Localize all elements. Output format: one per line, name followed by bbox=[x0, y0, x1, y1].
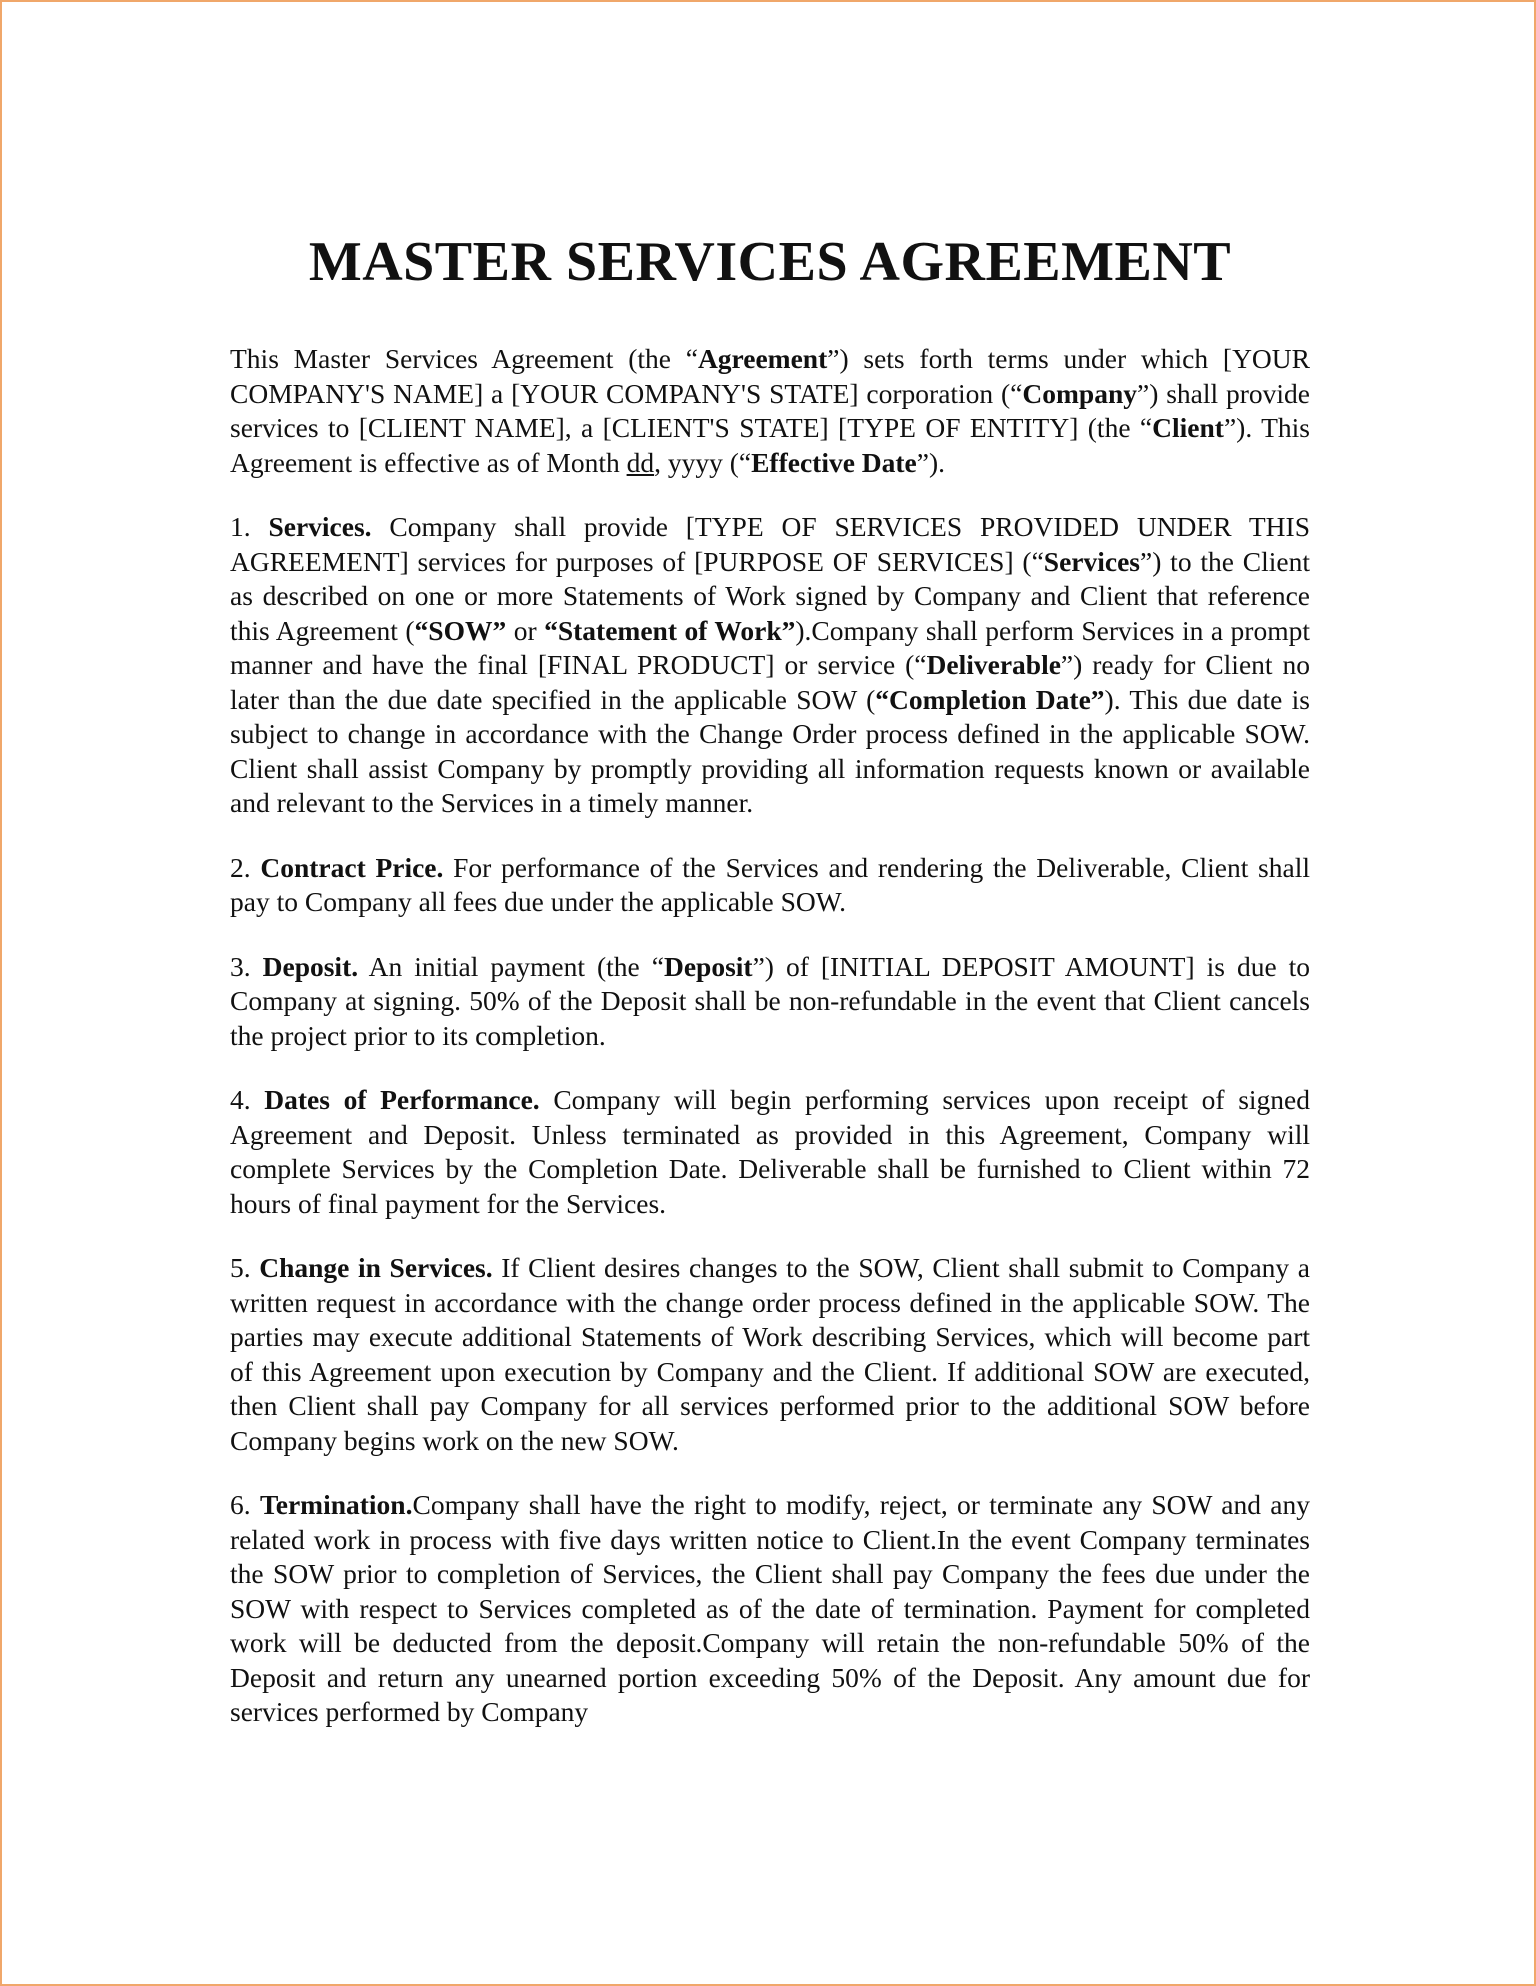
section-number: 2. bbox=[230, 851, 261, 883]
intro-text-2: ”) sets forth terms under which [YOUR COMPANY'S NAME] a [YOUR COMPANY'S STATE] corporation (“ bbox=[230, 343, 1310, 409]
section-text: An initial payment (the “ bbox=[358, 950, 664, 982]
intro-text-3: ”) shall provide services to [CLIENT NAME], a [CLIENT'S STATE] [TYPE OF ENTITY] (the “ bbox=[230, 377, 1310, 443]
section-dates-of-performance bbox=[230, 1083, 1310, 1221]
section-text: Company shall have the right to modify, reject, or terminate any SOW and any related work in process with five days written notice to Client.In the event Company terminates the SOW prior to completion of Services, the Client shall pay Company the fees due under the SOW with respect to Services completed as of the date of termination. Payment for completed work will be deducted from the deposit.Company will retain the non-refundable 50% of the Deposit and return any unearned portion exceeding 50% of the Deposit. Any amount due for services performed by Company bbox=[230, 1489, 1311, 1727]
term-services: Services bbox=[1043, 545, 1140, 577]
intro-text-1: This Master Services Agreement (the “ bbox=[230, 343, 698, 374]
section-number: 3. bbox=[230, 950, 263, 982]
section-contract-price bbox=[230, 851, 1310, 920]
term-statement-of-work: “Statement of Work” bbox=[544, 614, 796, 646]
term-company: Company bbox=[1022, 377, 1137, 409]
section-text: Company will begin performing services upon receipt of signed Agreement and Deposit. Unless terminated as provided in this Agreement, Company will complete Services by the Completion Date. Deliverable shall be furnished to Client within 72 hours of final payment for the Services. bbox=[230, 1084, 1311, 1219]
term-completion-date: “Completion Date” bbox=[875, 683, 1105, 715]
section-number: 1. bbox=[230, 511, 269, 542]
term-client: Client bbox=[1152, 412, 1224, 443]
intro-text-6: ”). bbox=[916, 446, 946, 478]
term-sow: “SOW” bbox=[414, 614, 507, 646]
section-heading: Services. bbox=[268, 511, 372, 542]
section-text: For performance of the Services and rendering the Deliverable, Client shall pay to Company all fees due under the applicable SOW. bbox=[230, 851, 1310, 917]
section-text: ”) ready for Client no later than the due date specified in the applicable SOW ( bbox=[230, 649, 1311, 715]
term-agreement: Agreement bbox=[697, 343, 828, 374]
section-heading: Change in Services. bbox=[259, 1252, 493, 1283]
section-change-in-services bbox=[230, 1251, 1310, 1458]
document-title: MASTER SERVICES AGREEMENT bbox=[308, 231, 1232, 293]
intro-text-4: ”). This Agreement is effective as of Month bbox=[230, 412, 1310, 478]
intro-text-5: , yyyy (“ bbox=[654, 446, 752, 478]
section-number: 6. bbox=[230, 1489, 260, 1520]
section-heading: Dates of Performance. bbox=[264, 1084, 540, 1115]
section-heading: Deposit. bbox=[262, 950, 359, 982]
section-deposit bbox=[230, 950, 1310, 1054]
section-text: If Client desires changes to the SOW, Client shall submit to Company a written request in accordance with the change order process defined in the applicable SOW. The parties may execute additional Statements of Work describing Services, which will become part of this Agreement upon execution by Company and the Client. If additional SOW are executed, then Client shall pay Company for all services performed prior to the additional SOW before Company begins work on the new SOW. bbox=[230, 1252, 1310, 1456]
section-number: 5. bbox=[230, 1252, 260, 1283]
term-deposit: Deposit bbox=[663, 950, 753, 982]
section-heading: Termination. bbox=[259, 1489, 413, 1520]
date-dd: dd bbox=[626, 446, 655, 478]
term-effective-date: Effective Date bbox=[751, 446, 917, 478]
section-text: ”) to the Client as described on one or more Statements of Work signed by Company and Client that reference this Agreement ( bbox=[230, 545, 1310, 646]
section-text: ).Company shall perform Services in a prompt manner and have the final [FINAL PRODUCT] or service (“ bbox=[230, 614, 1310, 680]
section-heading: Contract Price. bbox=[260, 851, 444, 883]
document-body bbox=[230, 222, 1310, 1760]
section-termination bbox=[230, 1488, 1310, 1730]
section-text: ). This due date is subject to change in accordance with the Change Order process defined in the applicable SOW. Client shall assist Company by promptly providing all information requests known or available and relevant to the Services in a timely manner. bbox=[230, 683, 1311, 818]
intro-paragraph bbox=[230, 342, 1310, 480]
section-number: 4. bbox=[230, 1084, 265, 1115]
section-text: Company shall provide [TYPE OF SERVICES PROVIDED UNDER THIS AGREEMENT] services for purposes of [PURPOSE OF SERVICES] (“ bbox=[230, 511, 1310, 577]
section-text: or bbox=[506, 614, 545, 646]
term-deliverable: Deliverable bbox=[926, 649, 1061, 680]
section-services bbox=[230, 510, 1310, 821]
section-text: ”) of [INITIAL DEPOSIT AMOUNT] is due to Company at signing. 50% of the Deposit shall be non-refundable in the event that Client cancels the project prior to its completion. bbox=[230, 950, 1311, 1051]
